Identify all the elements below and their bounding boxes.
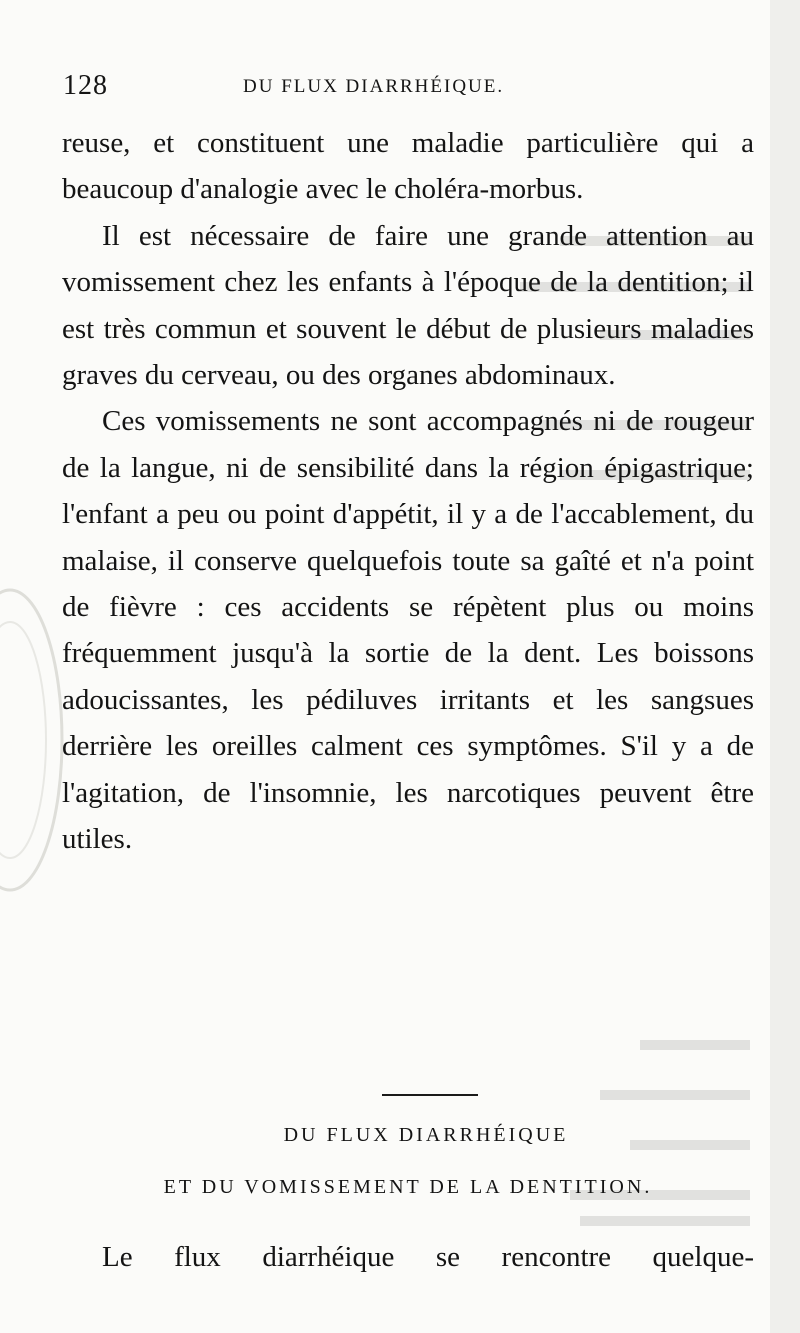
section-opening-text — [62, 1234, 754, 1280]
page-number: 128 — [63, 70, 108, 101]
running-head — [63, 70, 753, 110]
body-text — [62, 120, 754, 863]
paragraph-continued: reuse, et constituent une maladie particulière qui a beaucoup d'analogie avec le choléra-morbus. — [62, 127, 754, 206]
running-title: DU FLUX DIARRHÉIQUE. — [243, 76, 505, 97]
library-stamp-trace-inner — [0, 622, 46, 858]
right-edge-shadow — [770, 0, 800, 1333]
section-title-line-1: DU FLUX DIARRHÉIQUE — [283, 1124, 569, 1146]
paragraph-symptomes: Ces vomissements ne sont accompagnés ni de rougeur de la langue, ni de sensibilité dans la région épigastrique; l'enfant a peu ou point d'appétit, il y a de l'accablement, du malaise, il conserve quelquefois toute sa gaîté et n'a point de fièvre : ces accidents se répètent plus ou moins fréquemment jusqu'à la sortie de la dent. Les boissons adoucissantes, les pédiluves irritants et les sangsues derrière les oreilles calment ces symptômes. S'il y a de l'agitation, de l'insomnie, les narcotiques peuvent être utiles. — [62, 405, 754, 856]
library-stamp-trace — [0, 590, 62, 890]
section-title-line-2: ET DU VOMISSEMENT DE LA DENTITION. — [163, 1176, 653, 1198]
section-divider-rule — [382, 1094, 478, 1096]
section-opening-line: Le flux diarrhéique se rencontre quelque- — [102, 1241, 754, 1273]
paragraph-vomissement: Il est nécessaire de faire une grande attention au vomissement chez les enfants à l'époque de la dentition; il est très commun et souvent le début de plusieurs maladies graves du cerveau, ou des organes abdominaux. — [62, 219, 754, 392]
